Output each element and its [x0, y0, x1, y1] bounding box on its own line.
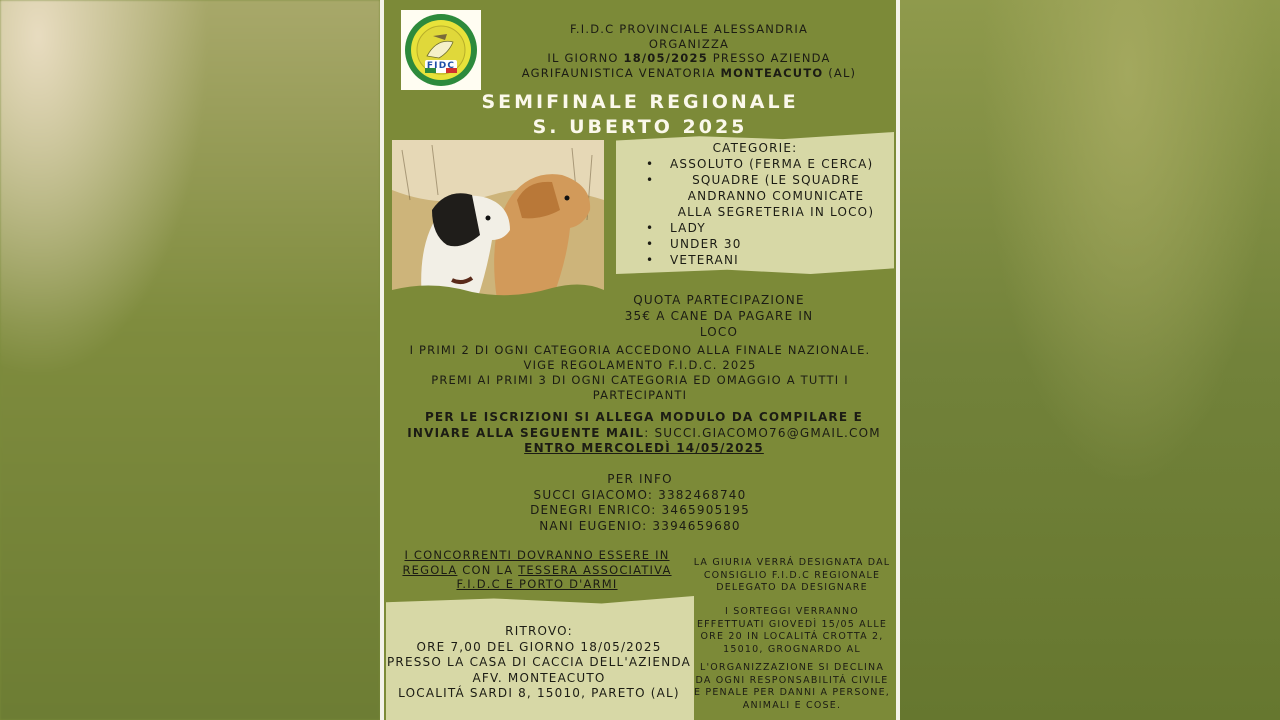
rules-line: PREMI AI PRIMI 3 DI OGNI CATEGORIA ED OMAGGIO A TUTTI I [431, 373, 849, 387]
blurred-background-left [0, 0, 380, 720]
venue-name: MONTEACUTO [720, 65, 824, 80]
meeting-line: AFV. MONTEACUTO [472, 670, 606, 685]
category-item: • LADY [646, 220, 894, 236]
requirements-license: F.I.D.C E PORTO D'ARMI [456, 577, 618, 591]
venue-suffix: (AL) [823, 65, 857, 80]
event-poster [384, 0, 896, 720]
organizer-header [494, 22, 884, 80]
category-item: • VETERANI [646, 252, 894, 268]
categories-box [616, 140, 894, 268]
dogs-image [392, 140, 604, 305]
event-title [384, 90, 896, 140]
venue-line [494, 66, 884, 81]
svg-text:FIDC: FIDC [426, 61, 456, 71]
contact-line: NANI EUGENIO: 3394659680 [539, 518, 741, 533]
requirements-regola: REGOLA [402, 562, 458, 577]
requirements-line: I CONCORRENTI DOVRANNO ESSERE IN [404, 548, 670, 562]
requirements-connector: CON LA [457, 562, 519, 577]
meeting-heading: RITROVO: [505, 624, 573, 638]
draws-note: I SORTEGGI VERRANNO EFFETTUATI GIOVEDÌ 15/05 ALLE ORE 20 IN LOCALITÁ CROTTA 2, 15010, GROGNARDO AL [696, 606, 888, 655]
setter-dogs-illustration [392, 140, 604, 305]
categories-heading: CATEGORIE: [712, 141, 798, 155]
meeting-line: LOCALITÁ SARDI 8, 15010, PARETO (AL) [398, 686, 680, 700]
fee-location: LOCO [699, 325, 739, 339]
fee-info [604, 292, 834, 340]
category-item: • SQUADRE (LE SQUADRE ANDRANNO COMUNICATE ALLA SEGRETERIA IN LOCO) [646, 172, 894, 220]
category-item: • ASSOLUTO (FERMA E CERCA) [646, 156, 894, 172]
title-line-2: S. UBERTO 2025 [532, 116, 748, 138]
categories-list [616, 156, 894, 268]
rules-line: I PRIMI 2 DI OGNI CATEGORIA ACCEDONO ALLA FINALE NAZIONALE. [409, 343, 871, 357]
event-date: 18/05/2025 [623, 51, 708, 65]
venue-prefix: AGRIFAUNISTICA VENATORIA [521, 65, 721, 80]
fee-amount: 35€ A CANE DA PAGARE IN [624, 309, 814, 323]
meeting-info [384, 624, 694, 702]
fee-heading: QUOTA PARTECIPAZIONE [633, 293, 805, 307]
requirements-card: TESSERA ASSOCIATIVA [518, 562, 672, 577]
contact-info [484, 472, 796, 534]
contact-line: DENEGRI ENRICO: 3465905195 [530, 503, 750, 517]
registration-line: PER LE ISCRIZIONI SI ALLEGA MODULO DA COMPILARE E [424, 410, 864, 424]
competitor-requirements [392, 548, 682, 592]
meeting-line: ORE 7,00 DEL GIORNO 18/05/2025 [416, 639, 662, 654]
contact-line: SUCCI GIACOMO: 3382468740 [533, 487, 747, 502]
category-item: • UNDER 30 [646, 236, 894, 252]
registration-deadline: ENTRO MERCOLEDÌ 14/05/2025 [524, 441, 764, 455]
date-suffix: PRESSO AZIENDA [707, 51, 831, 65]
meeting-line: PRESSO LA CASA DI CACCIA DELL'AZIENDA [386, 655, 692, 669]
fidc-emblem-icon [403, 12, 479, 88]
rules-line: PARTECIPANTI [592, 388, 688, 402]
blurred-background-right [900, 0, 1280, 720]
contact-heading: PER INFO [607, 472, 673, 486]
organizer-line: F.I.D.C PROVINCIALE ALESSANDRIA [569, 22, 809, 36]
rules-text [394, 343, 886, 403]
date-line [494, 51, 884, 66]
poster-border-right [896, 0, 900, 720]
fidc-logo [401, 10, 481, 90]
registration-email-label: INVIARE ALLA SEGUENTE MAIL [407, 425, 645, 440]
disclaimer-note: L'ORGANIZZAZIONE SI DECLINA DA OGNI RESPONSABILITÁ CIVILE E PENALE PER DANNI A PERSONE, ANIMALI E COSE. [694, 662, 890, 711]
title-line-1: SEMIFINALE REGIONALE [481, 91, 799, 113]
registration-email: : SUCCI.GIACOMO76@GMAIL.COM [644, 425, 881, 440]
organizes-line: ORGANIZZA [648, 36, 730, 51]
date-prefix: IL GIORNO [547, 51, 624, 65]
jury-note: LA GIURIA VERRÁ DESIGNATA DAL CONSIGLIO F.I.D.C REGIONALE DELEGATO DA DESIGNARE [693, 557, 891, 593]
rules-line: VIGE REGOLAMENTO F.I.D.C. 2025 [523, 358, 757, 372]
registration-info [394, 410, 894, 457]
